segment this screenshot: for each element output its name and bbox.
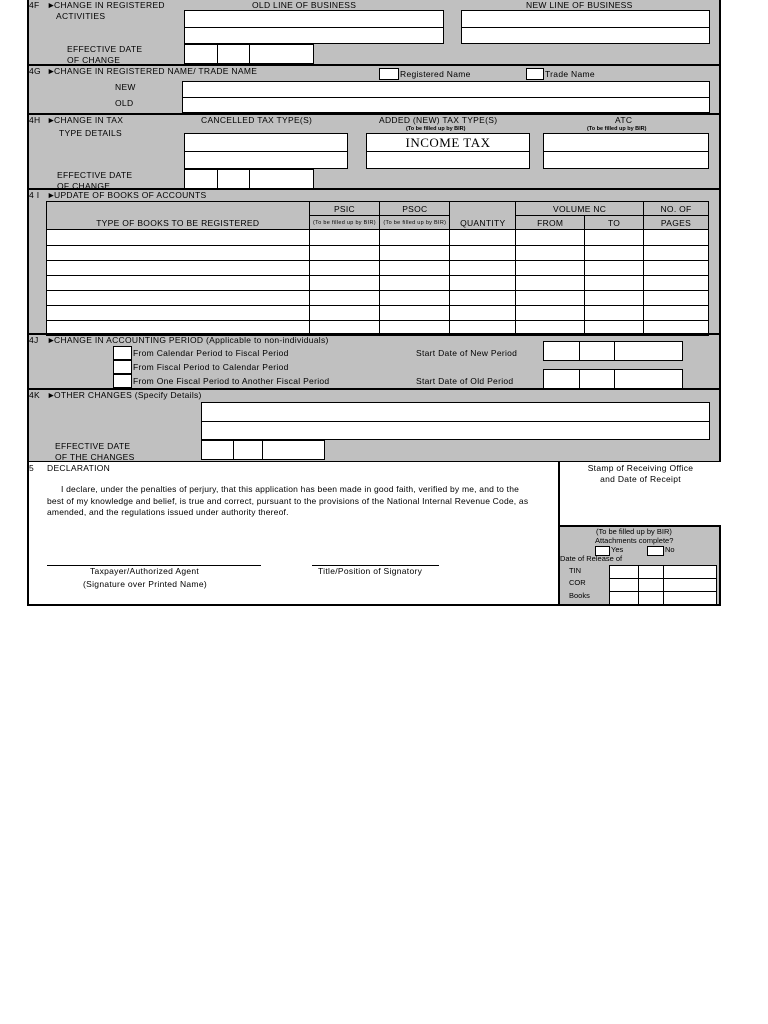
section-4h-code: 4H <box>29 115 41 125</box>
section-4f-arrow: ► <box>47 0 56 10</box>
col-psoc-note: (To be filled up by BIR) <box>380 216 450 230</box>
books-table-cell[interactable] <box>585 291 644 306</box>
books-table-cell[interactable] <box>516 246 585 261</box>
section-4h-effective-date-1: EFFECTIVE DATE <box>57 170 133 180</box>
tin-release-date-input[interactable] <box>609 565 717 579</box>
section-4k-effective-date-2: OF THE CHANGES <box>55 452 135 462</box>
books-table-cell[interactable] <box>380 261 450 276</box>
books-table-cell[interactable] <box>380 306 450 321</box>
section-4f-title-2: ACTIVITIES <box>56 11 106 21</box>
col-to: TO <box>585 216 644 230</box>
section-4i-code: 4 I <box>29 190 40 200</box>
col-volume: VOLUME NC <box>516 202 644 216</box>
books-table-cell[interactable] <box>450 230 516 246</box>
start-date-new-period-input[interactable] <box>543 341 683 361</box>
other-changes-field-2[interactable] <box>201 421 710 440</box>
stamp-label-1: Stamp of Receiving Office <box>587 463 694 473</box>
books-table-cell[interactable] <box>450 306 516 321</box>
old-name-field[interactable] <box>182 97 710 113</box>
trade-name-label: Trade Name <box>545 69 595 79</box>
start-date-old-period-input[interactable] <box>543 369 683 389</box>
cancelled-tax-type-field-1[interactable] <box>184 133 348 152</box>
declaration-text: I declare, under the penalties of perjury, that this application has been made in good faith, verified by me, and to the best of my knowledge and belief, is true and correct, pursuant to the provisions of the National Internal Revenue Code, as amended, and the regulations issued under authority thereof. <box>47 484 529 517</box>
other-changes-field-1[interactable] <box>201 402 710 422</box>
new-line-of-business-field-1[interactable] <box>461 10 710 28</box>
books-table-cell[interactable] <box>585 230 644 246</box>
fiscal-to-calendar-label: From Fiscal Period to Calendar Period <box>133 362 289 372</box>
calendar-to-fiscal-checkbox[interactable] <box>113 346 132 360</box>
fiscal-to-fiscal-label: From One Fiscal Period to Another Fiscal Period <box>133 376 330 386</box>
books-table-cell[interactable] <box>585 261 644 276</box>
atc-field-1[interactable] <box>543 133 709 152</box>
section-5-code: 5 <box>29 463 35 473</box>
section-4k-effective-date-1: EFFECTIVE DATE <box>55 441 131 451</box>
books-table-row <box>47 261 709 276</box>
books-table-cell[interactable] <box>516 230 585 246</box>
section-4h-date-input[interactable] <box>184 169 314 189</box>
section-5-title: DECLARATION <box>47 463 111 473</box>
col-pages-2: PAGES <box>644 216 709 230</box>
section-4j-title: CHANGE IN ACCOUNTING PERIOD (Applicable to non-individuals) <box>54 335 329 345</box>
books-table-cell[interactable] <box>450 246 516 261</box>
books-table-cell[interactable] <box>585 276 644 291</box>
atc-note: (To be filled up by BIR) <box>587 126 647 132</box>
new-name-label: NEW <box>115 82 136 92</box>
section-4h-title-1: CHANGE IN TAX <box>54 115 124 125</box>
books-table-cell[interactable] <box>309 291 380 306</box>
books-table-cell[interactable] <box>309 261 380 276</box>
section-4i-title: UPDATE OF BOOKS OF ACCOUNTS <box>54 190 207 200</box>
signature-label: Taxpayer/Authorized Agent <box>90 566 200 576</box>
col-pages-1: NO. OF <box>644 202 709 216</box>
section-4k-title: OTHER CHANGES (Specify Details) <box>54 390 202 400</box>
new-line-of-business-field-2[interactable] <box>461 27 710 44</box>
books-table-cell[interactable] <box>450 291 516 306</box>
section-4h-arrow: ► <box>47 115 56 125</box>
date-of-release-label: Date of Release of <box>560 554 623 563</box>
section-4g-code: 4G <box>29 66 41 76</box>
books-table-row <box>47 306 709 321</box>
books-table-cell[interactable] <box>309 230 380 246</box>
section-4k-date-input[interactable] <box>201 440 325 460</box>
atc-field-2[interactable] <box>543 151 709 169</box>
old-name-label: OLD <box>115 98 134 108</box>
fiscal-to-calendar-checkbox[interactable] <box>113 360 132 374</box>
books-label: Books <box>569 591 590 600</box>
books-table-cell[interactable] <box>644 291 709 306</box>
books-release-date-input[interactable] <box>609 591 717 605</box>
books-table-cell[interactable] <box>450 261 516 276</box>
added-tax-type-label: ADDED (NEW) TAX TYPE(S) <box>379 115 498 125</box>
books-table-cell[interactable] <box>516 276 585 291</box>
registered-name-label: Registered Name <box>400 69 471 79</box>
section-4k-code: 4K <box>29 390 40 400</box>
added-tax-type-field-1[interactable] <box>366 133 530 152</box>
added-tax-type-note: (To be filled up by BIR) <box>406 126 466 132</box>
added-tax-type-field-2[interactable] <box>366 151 530 169</box>
new-line-of-business-label: NEW LINE OF BUSINESS <box>526 0 633 10</box>
old-line-of-business-field-2[interactable] <box>184 27 444 44</box>
registered-name-checkbox[interactable] <box>379 68 399 80</box>
added-tax-type-value: INCOME TAX <box>405 134 491 150</box>
books-table-body <box>47 230 709 336</box>
books-table-cell[interactable] <box>47 306 310 321</box>
books-table-cell[interactable] <box>644 306 709 321</box>
section-4f-code: 4F <box>29 0 40 10</box>
attachments-no-checkbox[interactable] <box>647 546 664 556</box>
section-4f-effective-date-2: OF CHANGE <box>67 55 121 65</box>
atc-label: ATC <box>615 115 633 125</box>
calendar-to-fiscal-label: From Calendar Period to Fiscal Period <box>133 348 289 358</box>
attachments-no-label: No <box>665 545 675 554</box>
books-table-cell[interactable] <box>644 246 709 261</box>
books-table-cell[interactable] <box>380 246 450 261</box>
tin-label: TIN <box>569 566 582 575</box>
books-table-cell[interactable] <box>47 246 310 261</box>
title-position-label: Title/Position of Signatory <box>318 566 423 576</box>
books-table-cell[interactable] <box>585 246 644 261</box>
books-table-cell[interactable] <box>309 306 380 321</box>
books-table-cell[interactable] <box>644 276 709 291</box>
bir-note: (To be filled up by BIR) <box>596 527 672 536</box>
books-table-cell[interactable] <box>309 246 380 261</box>
col-psic: PSIC <box>309 202 380 216</box>
fiscal-to-fiscal-checkbox[interactable] <box>113 374 132 388</box>
section-4j-code: 4J <box>29 335 39 345</box>
new-name-field[interactable] <box>182 81 710 98</box>
books-table-cell[interactable] <box>516 261 585 276</box>
books-table-row <box>47 276 709 291</box>
section-4f-effective-date-1: EFFECTIVE DATE <box>67 44 143 54</box>
books-table-cell[interactable] <box>644 261 709 276</box>
books-table-cell[interactable] <box>516 306 585 321</box>
books-table-cell[interactable] <box>47 276 310 291</box>
attachments-complete-label: Attachments complete? <box>595 536 674 545</box>
section-4g-title: CHANGE IN REGISTERED NAME/ TRADE NAME <box>54 66 258 76</box>
books-table-cell[interactable] <box>585 306 644 321</box>
col-from: FROM <box>516 216 585 230</box>
cancelled-tax-type-label: CANCELLED TAX TYPE(S) <box>201 115 313 125</box>
books-table-cell[interactable] <box>644 230 709 246</box>
section-4k-arrow: ► <box>47 390 56 400</box>
registration-update-form <box>27 0 721 606</box>
books-table-cell[interactable] <box>47 261 310 276</box>
cancelled-tax-type-field-2[interactable] <box>184 151 348 169</box>
old-line-of-business-label: OLD LINE OF BUSINESS <box>252 0 357 10</box>
section-4f-title-1: CHANGE IN REGISTERED <box>54 0 165 10</box>
books-table-cell[interactable] <box>380 276 450 291</box>
section-4i-arrow: ► <box>47 190 56 200</box>
attachments-yes-label: Yes <box>611 545 624 554</box>
stamp-label-2: and Date of Receipt <box>600 474 681 484</box>
books-table-cell[interactable] <box>450 276 516 291</box>
col-type-of-books: TYPE OF BOOKS TO BE REGISTERED <box>47 202 310 230</box>
books-table-row <box>47 246 709 261</box>
old-line-of-business-field-1[interactable] <box>184 10 444 28</box>
section-4h-title-2: TYPE DETAILS <box>59 128 122 138</box>
books-table-cell[interactable] <box>516 291 585 306</box>
cor-label: COR <box>569 578 586 587</box>
cor-release-date-input[interactable] <box>609 578 717 592</box>
books-table-row <box>47 230 709 246</box>
col-quantity: QUANTITY <box>450 202 516 230</box>
books-table-cell[interactable] <box>309 276 380 291</box>
section-4f-date-input[interactable] <box>184 44 314 64</box>
books-table-cell[interactable] <box>380 230 450 246</box>
start-date-new-period-label: Start Date of New Period <box>416 348 518 358</box>
signature-sublabel: (Signature over Printed Name) <box>83 579 207 589</box>
books-table-row <box>47 291 709 306</box>
col-psic-note: (To be filled up by BIR) <box>309 216 380 230</box>
start-date-old-period-label: Start Date of Old Period <box>416 376 514 386</box>
col-psoc: PSOC <box>380 202 450 216</box>
section-4j-arrow: ► <box>47 335 56 345</box>
books-table-cell[interactable] <box>47 291 310 306</box>
section-4h-effective-date-2: OF CHANGE <box>57 181 111 191</box>
trade-name-checkbox[interactable] <box>526 68 544 80</box>
books-table-cell[interactable] <box>380 291 450 306</box>
books-of-accounts-table <box>46 201 709 336</box>
books-table-cell[interactable] <box>47 230 310 246</box>
section-4g-arrow: ► <box>47 66 56 76</box>
